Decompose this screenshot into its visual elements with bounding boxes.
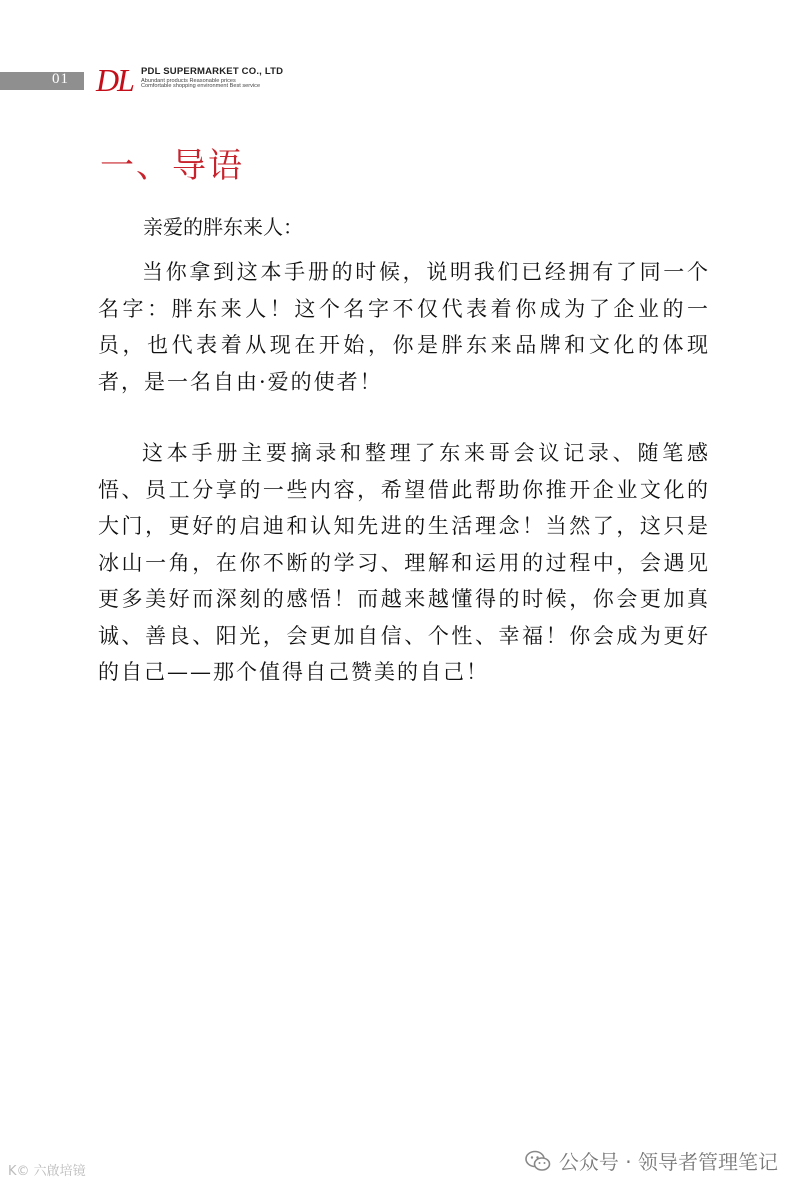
watermark-right (525, 1146, 778, 1175)
greeting: 亲爱的胖东来人： (143, 215, 303, 239)
page-number: 01 (52, 71, 69, 87)
company-logo: DL (96, 62, 133, 98)
watermark-left: K© 六啟培镜 (8, 1164, 86, 1179)
section-heading: 一、导语 (100, 146, 244, 186)
page-number-bar (0, 72, 84, 90)
paragraph: 这本手册主要摘录和整理了东来哥会议记录、随笔感悟、员工分享的一些内容，希望借此帮助你推开企业文化的大门，更好的启迪和认知先进的生活理念！当然了，这只是冰山一角，在你不断的学习、理解和运用的过程中，会遇见更多美好而深刻的感悟！而越来越懂得的时候，你会更加真诚、善良、阳光，会更加自信、个性、幸福！你会成为更好的自己——那个值得自己赞美的自己！ (98, 441, 710, 684)
company-name: PDL SUPERMARKET CO., LTD (141, 66, 284, 77)
company-tagline-2: Comfortable shopping environment Best service (141, 83, 261, 90)
company-tagline-1: Abundant products Reasonable prices (141, 77, 236, 84)
watermark-text: 公众号 · 领导者管理笔记 (558, 1150, 778, 1174)
wechat-icon (525, 1150, 551, 1172)
company-logo-text (141, 67, 283, 90)
paragraph: 当你拿到这本手册的时候，说明我们已经拥有了同一个名字：胖东来人！这个名字不仅代表着你成为了企业的一员，也代表着从现在开始，你是胖东来品牌和文化的体现者，是一名自由·爱的使者！ (98, 260, 710, 394)
